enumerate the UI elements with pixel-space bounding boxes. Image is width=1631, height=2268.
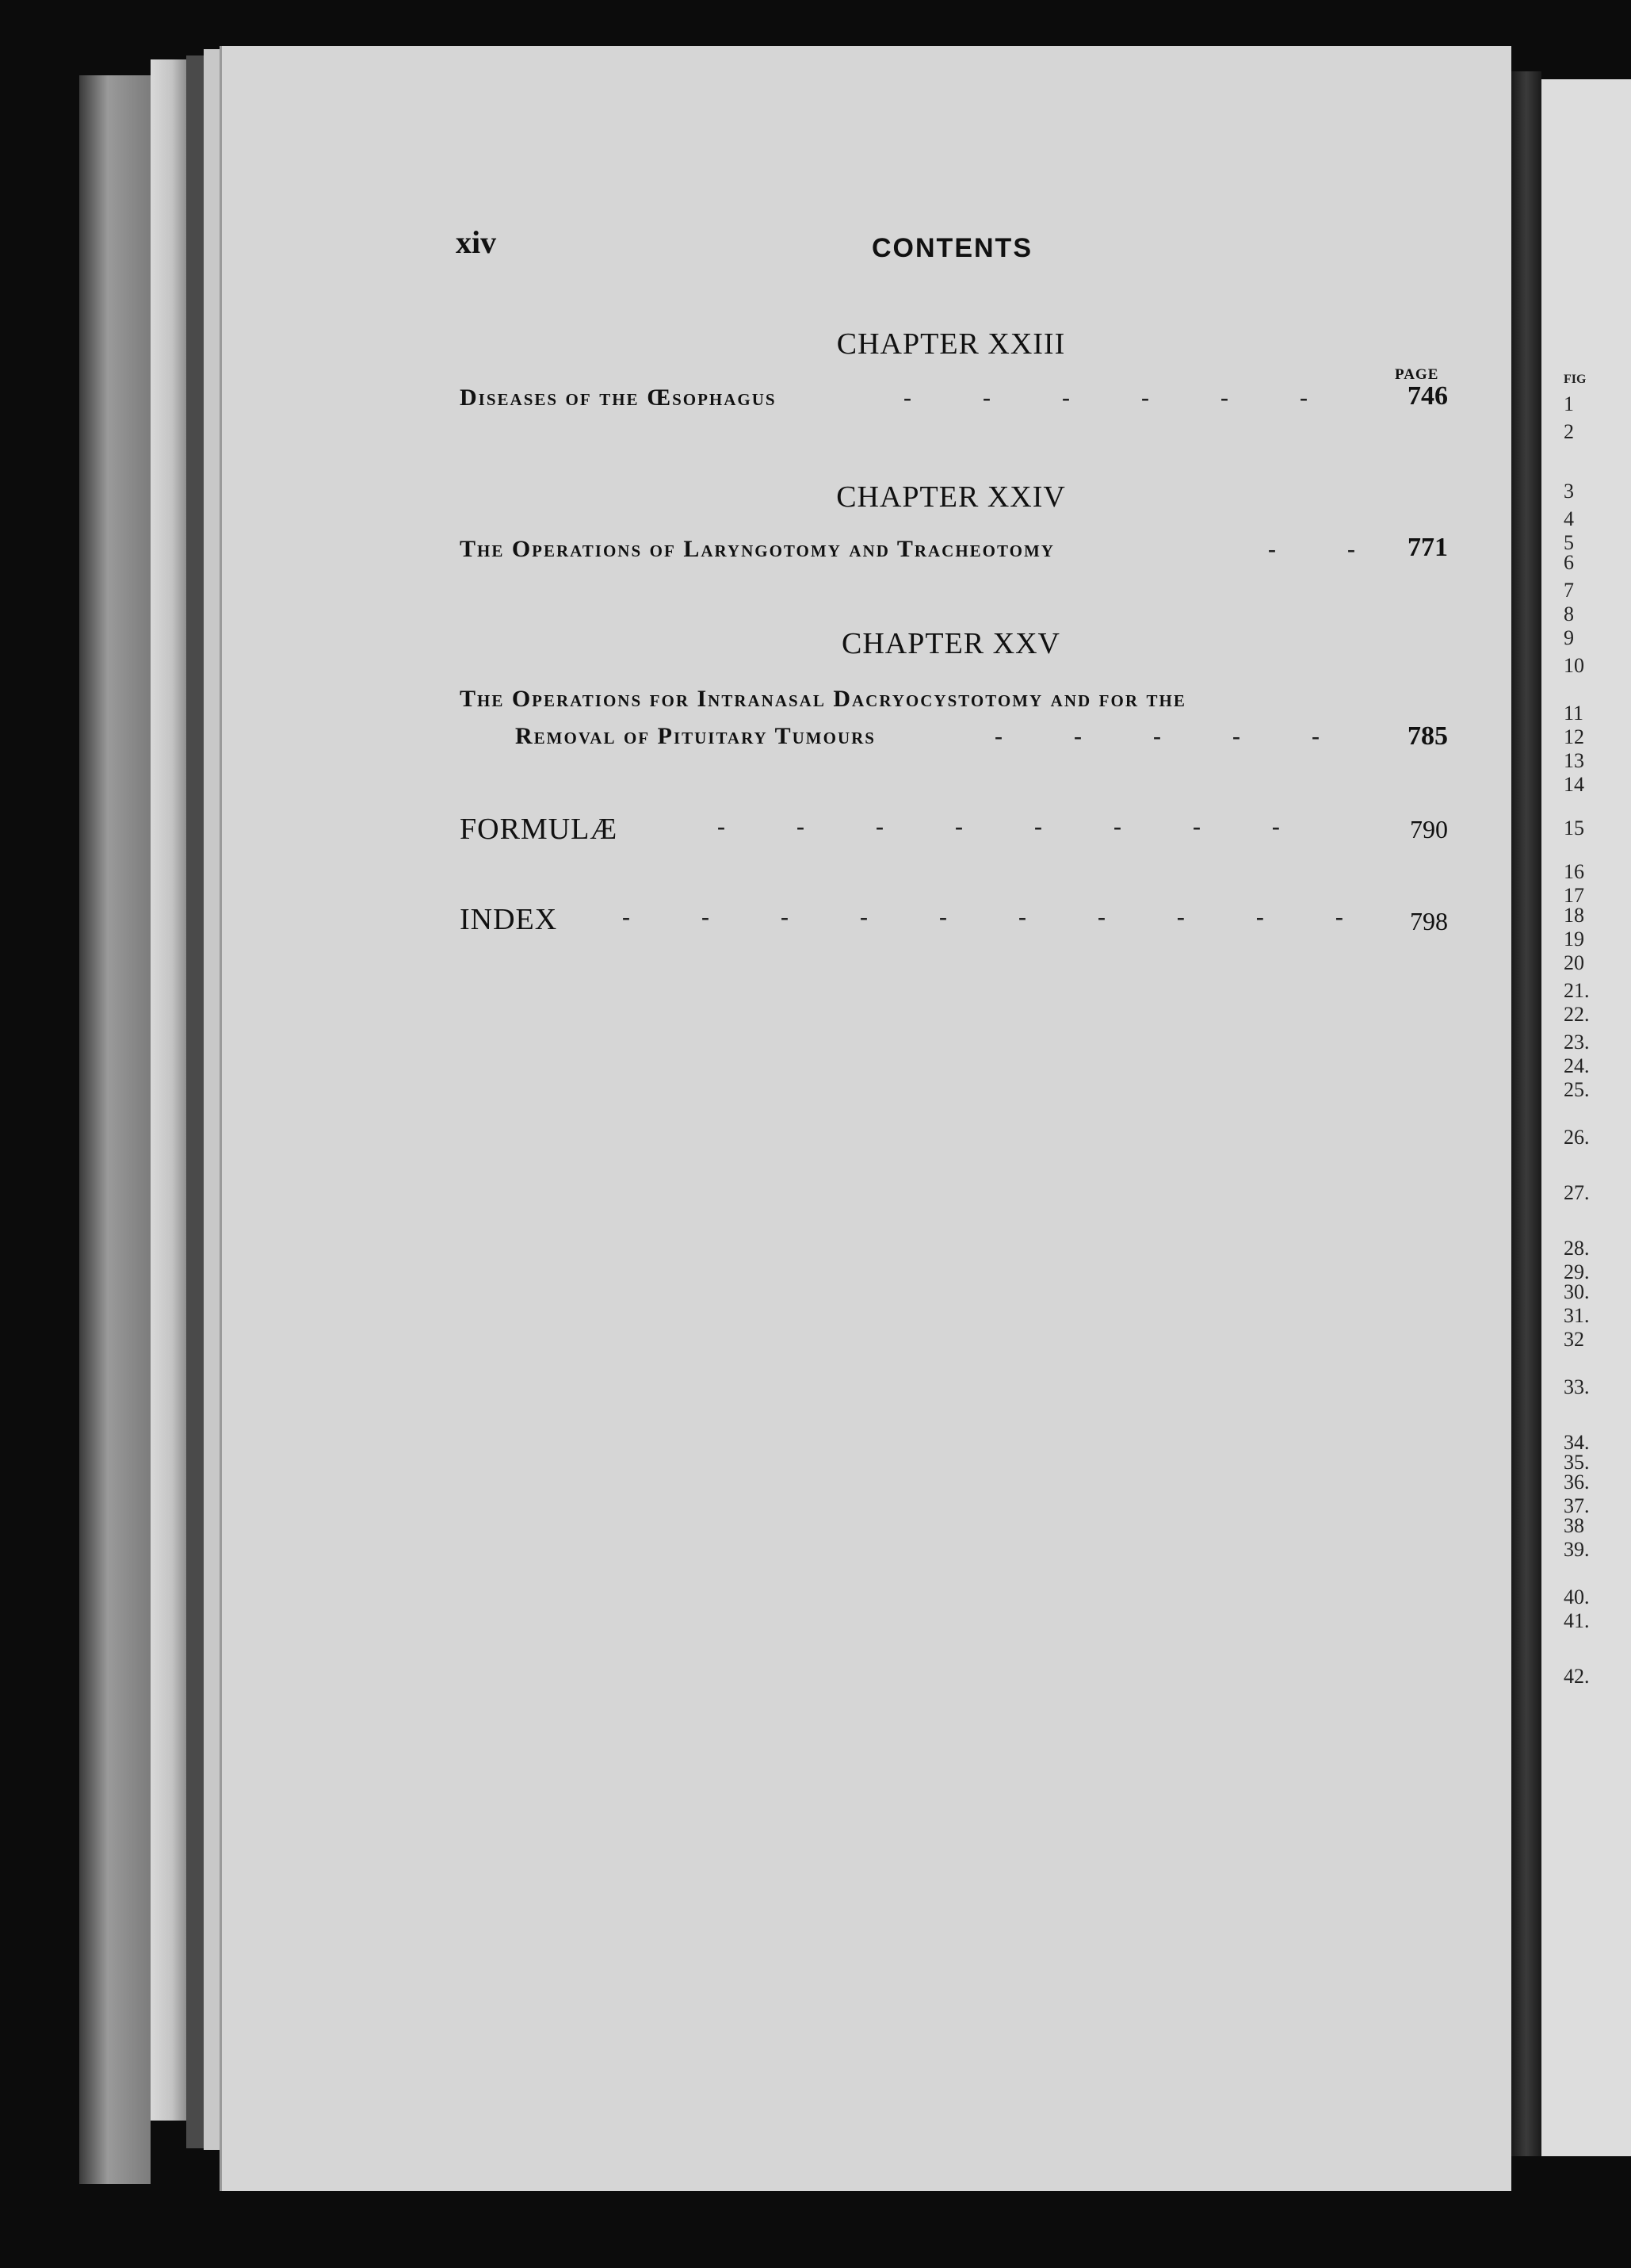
entry-title: FORMULÆ: [460, 813, 618, 846]
book-gutter: [1511, 71, 1541, 2156]
adjacent-figure-number: 6: [1564, 551, 1574, 574]
adjacent-figure-number: 7: [1564, 579, 1574, 602]
folio: xiv: [456, 224, 497, 260]
entry-title: The Operations for Intranasal Dacryocystotomy and for the: [460, 686, 1186, 712]
adjacent-figure-number: 29.: [1564, 1260, 1590, 1283]
adjacent-figure-number: 14: [1564, 773, 1584, 796]
toc-entry: [460, 686, 1448, 713]
chapter-heading: CHAPTER XXIV: [836, 480, 1066, 514]
adjacent-figure-number: 40.: [1564, 1585, 1590, 1608]
adjacent-figure-number: 33.: [1564, 1375, 1590, 1398]
page-header: [456, 224, 1631, 271]
page-stack-edge: [186, 55, 204, 2148]
book-page: [220, 46, 1511, 2191]
adjacent-figure-number: 27.: [1564, 1181, 1590, 1204]
adjacent-figure-number: 1: [1564, 392, 1574, 415]
adjacent-figure-number: 38: [1564, 1514, 1584, 1537]
page-number: 746: [1408, 381, 1448, 411]
page-stack-edge: [151, 59, 186, 2121]
adjacent-figure-number: 18: [1564, 904, 1584, 927]
adjacent-figure-number: 3: [1564, 480, 1574, 503]
adjacent-figure-number: 5: [1564, 531, 1574, 554]
dot-leader: - -: [1268, 536, 1355, 562]
chapter-heading: CHAPTER XXIII: [836, 327, 1066, 361]
page-number: 798: [1410, 907, 1448, 935]
dot-leader: - - - - - - - - - -: [622, 904, 1343, 930]
page-stack-edge: [79, 75, 151, 2184]
adjacent-figure-number: 31.: [1564, 1304, 1590, 1327]
adjacent-figure-number: 23.: [1564, 1031, 1590, 1054]
page-column-label: PAGE: [1395, 366, 1439, 383]
adjacent-figure-number: 16: [1564, 860, 1584, 883]
entry-title-continuation: Removal of Pituitary Tumours: [515, 723, 876, 749]
dot-leader: - - - - -: [995, 723, 1320, 749]
adjacent-figure-number: 22.: [1564, 1003, 1590, 1026]
adjacent-figure-number: 36.: [1564, 1471, 1590, 1494]
adjacent-figure-number: 8: [1564, 602, 1574, 625]
toc-entry: [460, 902, 1448, 937]
adjacent-figure-number: 19: [1564, 927, 1584, 950]
page-stack-edge: [204, 49, 220, 2150]
adjacent-page: [1541, 79, 1631, 2156]
adjacent-figure-number: 41.: [1564, 1609, 1590, 1632]
adjacent-figure-number: 4: [1564, 507, 1574, 530]
entry-title: Diseases of the Œsophagus: [460, 384, 777, 411]
page-number: 790: [1410, 815, 1448, 843]
adjacent-figure-number: 13: [1564, 749, 1584, 772]
entry-title: INDEX: [460, 903, 558, 936]
adjacent-figure-number: 20: [1564, 951, 1584, 974]
toc-entry: [460, 812, 1448, 847]
adjacent-figure-number: 39.: [1564, 1538, 1590, 1561]
adjacent-figure-number: 37.: [1564, 1494, 1590, 1517]
adjacent-figure-number: 42.: [1564, 1665, 1590, 1688]
adjacent-figure-number: 30.: [1564, 1280, 1590, 1303]
adjacent-figure-number: 25.: [1564, 1078, 1590, 1101]
toc-entry: [460, 533, 1448, 563]
adjacent-figure-number: 10: [1564, 654, 1584, 677]
adjacent-figure-number: 9: [1564, 626, 1574, 649]
adjacent-figure-number: 21.: [1564, 979, 1590, 1002]
page-number: 785: [1408, 721, 1448, 751]
adjacent-figure-number: 26.: [1564, 1126, 1590, 1149]
adjacent-figure-number: FIG: [1564, 373, 1587, 386]
page-number: 771: [1408, 533, 1448, 562]
adjacent-figure-number: 17: [1564, 884, 1584, 907]
adjacent-figure-number: 2: [1564, 420, 1574, 443]
entry-title: The Operations of Laryngotomy and Tracheotomy: [460, 536, 1055, 562]
toc-entry: [460, 381, 1448, 411]
dot-leader: - - - - - - - -: [717, 813, 1280, 840]
adjacent-figure-number: 12: [1564, 725, 1584, 748]
running-title: CONTENTS: [872, 233, 1033, 263]
adjacent-figure-number: 24.: [1564, 1054, 1590, 1077]
dot-leader: - - - - - -: [903, 384, 1308, 411]
adjacent-figure-number: 11: [1564, 702, 1584, 725]
adjacent-figure-number: 32: [1564, 1328, 1584, 1351]
chapter-heading: CHAPTER XXV: [842, 627, 1060, 660]
adjacent-figure-number: 35.: [1564, 1451, 1590, 1474]
toc-entry-continuation: [515, 723, 1448, 750]
adjacent-figure-number: 28.: [1564, 1237, 1590, 1260]
adjacent-figure-number: 15: [1564, 817, 1584, 840]
adjacent-figure-number: 34.: [1564, 1431, 1590, 1454]
